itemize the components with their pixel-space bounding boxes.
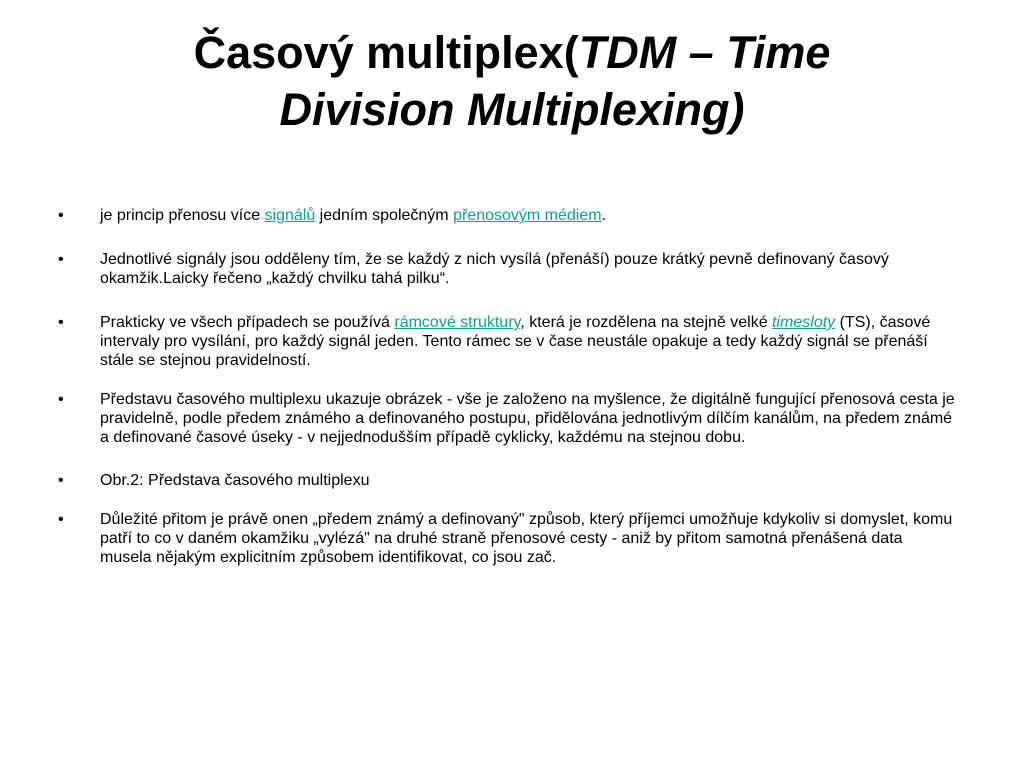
bullet-item xyxy=(58,313,958,370)
bullet-marker: • xyxy=(58,511,64,528)
bullet-item xyxy=(58,250,958,288)
bullet-marker: • xyxy=(58,207,64,224)
bullet-text: jedním společným xyxy=(315,207,454,224)
bullet-text: Prakticky ve všech případech se používá xyxy=(100,314,395,331)
bullet-text: (TS), časové intervaly pro vysílání, pro každý signál jeden. Tento rámec se v čase neustále opakuje a tedy každý signál se přenáší stále se stejnou pravidelností. xyxy=(100,314,931,369)
bullet-marker: • xyxy=(58,251,64,268)
slide-title xyxy=(60,24,964,138)
bullet-text: . xyxy=(601,207,607,224)
link-signaly[interactable]: signálů xyxy=(264,207,316,224)
bullet-marker: • xyxy=(58,472,64,489)
bullet-item xyxy=(58,510,958,567)
bullet-text: Jednotlivé signály jsou odděleny tím, že se každý z nich vysílá (přenáší) pouze krátký pevně definovaný časový okamžik.Laicky řečeno „každý chvilku tahá pilku“. xyxy=(100,251,889,287)
title-text-expansion: Division Multiplexing) xyxy=(279,84,745,135)
bullet-text: Představu časového multiplexu ukazuje obrázek - vše je založeno na myšlence, že digitálně fungující přenosová cesta je pravidelně, podle předem známého a definovaného postupu, přidělována jednotlivým dílčím kanálům, na předem známé a definované časové úseky - v nejjednodušším případě cyklicky, každému na stejnou dobu. xyxy=(100,391,955,446)
bullet-marker: • xyxy=(58,314,64,331)
bullet-item xyxy=(58,206,958,225)
link-prenosove-medium[interactable]: přenosovým médiem xyxy=(453,207,602,224)
bullet-item xyxy=(58,390,958,447)
bullet-text: , která je rozdělena na stejně velké xyxy=(520,314,773,331)
bullet-text: je princip přenosu více xyxy=(100,207,265,224)
title-text-main: Časový multiplex( xyxy=(193,27,579,78)
title-text-abbrev: TDM – Time xyxy=(578,27,831,78)
bullet-marker: • xyxy=(58,391,64,408)
bullet-text: Obr.2: Představa časového multiplexu xyxy=(100,472,370,489)
bullet-text: Důležité přitom je právě onen „předem známý a definovaný" způsob, který příjemci umožňuje kdykoliv si domyslet, komu patří to co v daném okamžiku „vylézá" na druhé straně přenosové cesty - aniž by přitom samotná přenášená data musela nějakým explicitním způsobem identifikovat, co jsou zač. xyxy=(100,511,953,566)
bullet-list xyxy=(58,206,958,567)
link-timesloty[interactable]: timesloty xyxy=(772,314,836,331)
bullet-item xyxy=(58,471,958,490)
link-ramcove-struktury[interactable]: rámcové struktury xyxy=(394,314,521,331)
